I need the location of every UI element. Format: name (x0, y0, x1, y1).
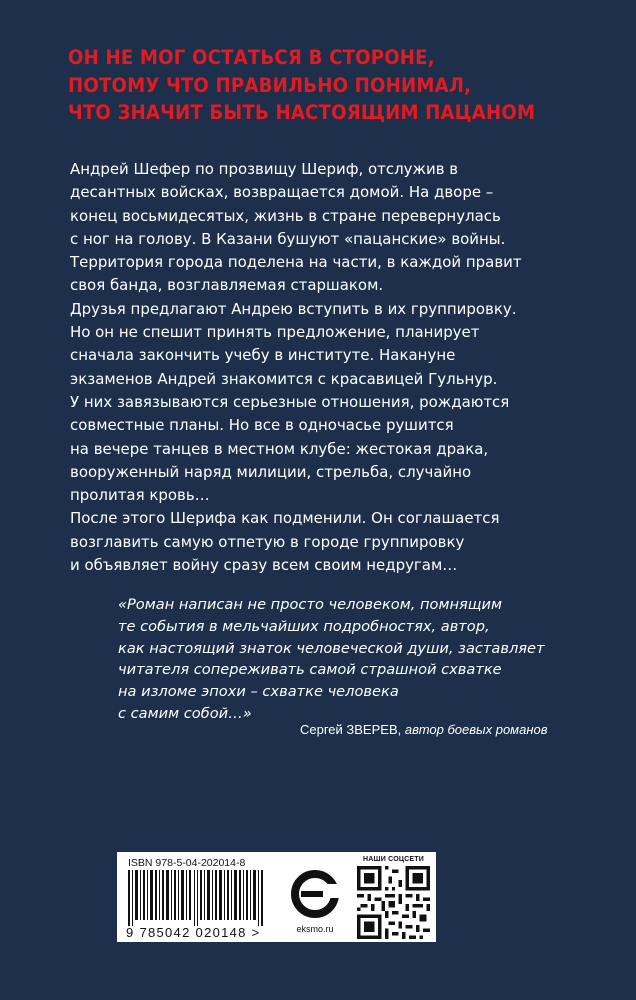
social-panel (351, 852, 436, 942)
blurb-line: Андрей Шефер по прозвищу Шериф, отслужив в (70, 160, 459, 178)
headline-line: ЧТО ЗНАЧИТ БЫТЬ НАСТОЯЩИМ ПАЦАНОМ (68, 101, 536, 124)
quote-author: Сергей ЗВЕРЕВ, (300, 722, 402, 737)
blurb-line: на вечере танцев в местном клубе: жестокая драка, (70, 439, 489, 458)
quote-line: с самим собой…» (118, 704, 252, 722)
quote-line: как настоящий знаток человеческой души, заставляет (118, 639, 545, 657)
review-quote (118, 594, 545, 725)
blurb-line: Территория города поделена на части, в каждой правит (70, 253, 522, 272)
quote-line: на изломе эпохи – схватке человека (118, 683, 399, 701)
blurb-line: и объявляет войну сразу всем своим недругам… (70, 556, 458, 575)
blurb-line: После этого Шерифа как подменили. Он соглашается (70, 509, 500, 528)
social-label: НАШИ СОЦСЕТИ (363, 856, 424, 863)
quote-author-role: автор боевых романов (404, 722, 548, 737)
blurb-line: У них завязываются серьезные отношения, рождаются (70, 392, 510, 411)
blurb-line: экзаменов Андрей знакомится с красавицей Гульнур. (70, 369, 498, 388)
headline (68, 44, 552, 127)
barcode-icon (128, 870, 278, 926)
quote-line: читателя сопереживать самой страшной схватке (118, 661, 502, 679)
isbn-text: ISBN 978-5-04-202014-8 (128, 857, 246, 869)
blurb-line: Друзья предлагают Андрею вступить в их группировку. (70, 299, 517, 318)
blurb-line: конец восьмидесятых, жизнь в стране перевернулась (70, 206, 501, 225)
blurb-line: возглавить самую отпетую в городе группировку (70, 532, 465, 551)
blurb-text (70, 158, 540, 577)
blurb-line: сначала закончить учебу в институте. Накануне (70, 346, 456, 365)
blurb-line: с ног на голову. В Казани бушуют «пацанские» войны. (70, 229, 506, 248)
blurb-line: пролитая кровь… (70, 486, 210, 505)
publisher-url[interactable]: eksmo.ru (296, 924, 334, 934)
qr-code-icon[interactable] (357, 866, 430, 939)
blurb-line: своя банда, возглавляемая старшаком. (70, 276, 384, 295)
blurb-line: Но он не спешит принять предложение, планирует (70, 323, 480, 342)
eksmo-logo-icon (287, 866, 343, 926)
quote-line: те события в мельчайших подробностях, автор, (118, 617, 490, 635)
blurb-line: вооруженный наряд милиции, стрельба, случайно (70, 462, 472, 481)
barcode-digits: 9 785042 020148 > (126, 925, 261, 940)
blurb-line: десантных войсках, возвращается домой. На дворе – (70, 183, 494, 202)
quote-line: «Роман написан не просто человеком, помнящим (118, 596, 503, 613)
quote-attribution (300, 722, 548, 737)
blurb-line: совместные планы. Но все в одночасье рушится (70, 416, 454, 435)
headline-line: ПОТОМУ ЧТО ПРАВИЛЬНО ПОНИМАЛ, (68, 73, 472, 97)
headline-line: ОН НЕ МОГ ОСТАТЬСЯ В СТОРОНЕ, (68, 46, 435, 69)
